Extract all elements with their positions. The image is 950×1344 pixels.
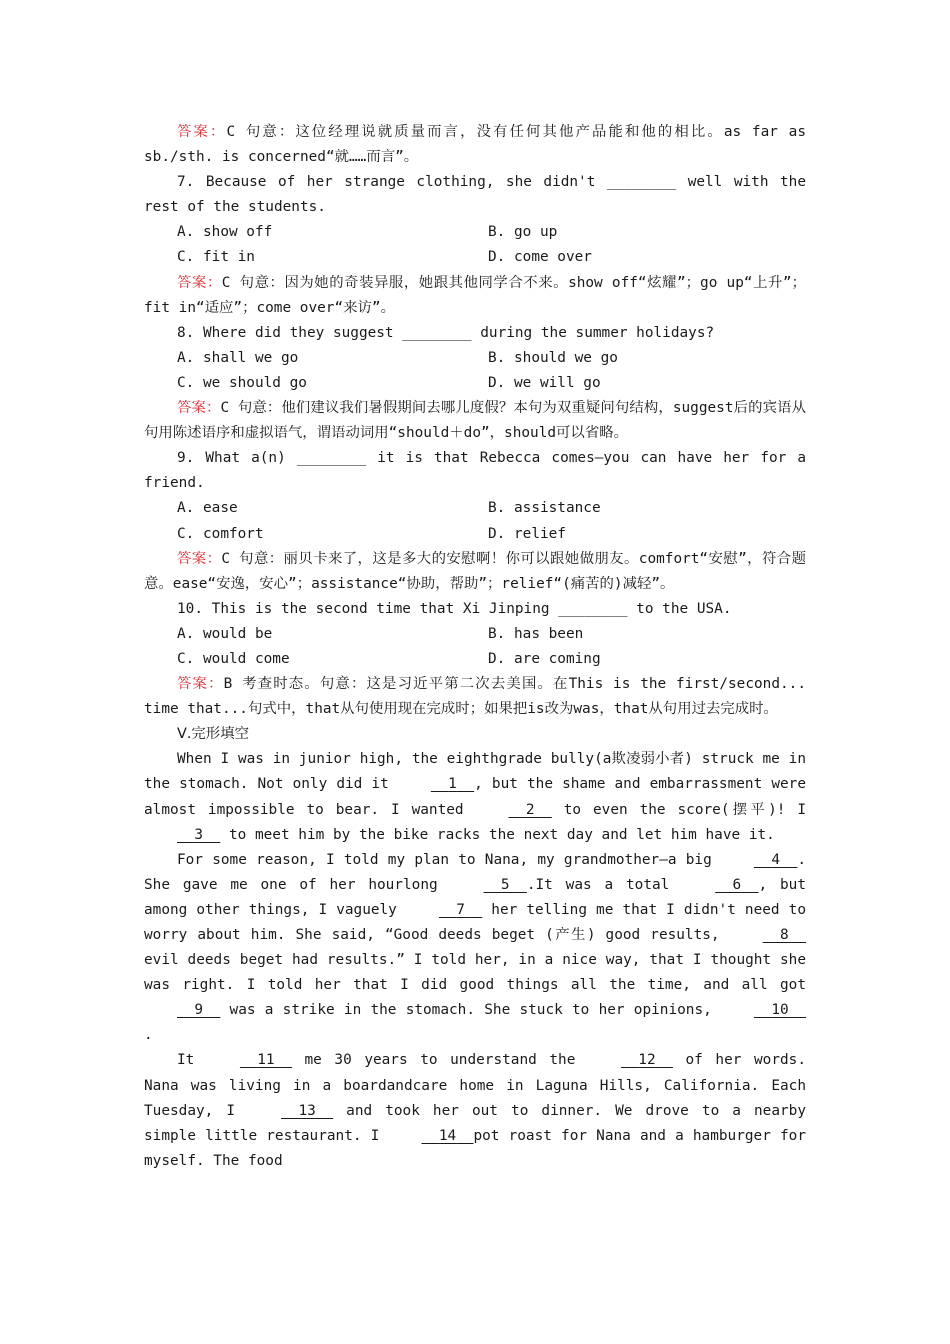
answer-label: 答案： [177, 676, 224, 693]
option-d: D. come over [488, 249, 592, 266]
cloze-text: When I was in junior high, the eighthgrade bully(a欺凌弱小者) struck me in the stomach. Not only did it [144, 751, 806, 793]
cloze-blank-4: 4 [771, 851, 780, 868]
answer-text: C 句意：因为她的奇装异服，她跟其他同学合不来。show off“炫耀”；go up“上升”；fit in“适应”；come over“来访”。 [144, 274, 806, 316]
answer-text: B 考查时态。句意：这是习近平第二次去美国。在This is the first/second... time that...句式中，that从句使用现在完成时；如果把is改为was，that从句用过去完成时。 [144, 676, 806, 718]
cloze-blank-3: 3 [194, 826, 203, 843]
option-b: B. should we go [488, 349, 618, 366]
document-page [144, 120, 806, 1174]
options-row [144, 245, 806, 270]
answer-7 [144, 271, 806, 321]
cloze-text: , but among other things, I vaguely [144, 876, 806, 918]
answer-6 [144, 120, 806, 170]
cloze-text: to even the score(摆平)! I [551, 801, 806, 818]
cloze-paragraph-1 [144, 747, 806, 847]
options-row [144, 371, 806, 396]
cloze-text: , but the shame and embarrassment were almost impossible to bear. I wanted [144, 776, 806, 818]
cloze-blank-10: 10 [771, 1002, 789, 1019]
cloze-blank-1: 1 [448, 776, 457, 793]
question-9: 9. What a(n) ________ it is that Rebecca comes—you can have her for a friend. [144, 450, 806, 492]
option-c: C. fit in [177, 249, 255, 266]
cloze-blank-6: 6 [732, 876, 742, 893]
cloze-text: and took her out to dinner. We drove to a nearby simple little restaurant. I [144, 1102, 807, 1144]
cloze-text: me 30 years to understand the [291, 1052, 588, 1069]
option-a: A. shall we go [177, 349, 299, 366]
cloze-blank-9: 9 [194, 1002, 203, 1019]
option-b: B. has been [488, 625, 584, 642]
answer-text: C 句意：丽贝卡来了，这是多大的安慰啊！你可以跟她做朋友。comfort“安慰”，符合题意。ease“安逸，安心”；assistance“协助，帮助”；relief“(痛苦的)减轻”。 [144, 550, 806, 592]
cloze-blank-11: 11 [257, 1052, 275, 1069]
answer-label: 答案： [177, 124, 227, 140]
cloze-text: . She gave me one of her hourlong [144, 851, 806, 893]
question-8: 8. Where did they suggest ________ during the summer holidays? [177, 324, 715, 341]
cloze-text: For some reason, I told my plan to Nana, my grandmother—a big [177, 851, 721, 868]
answer-9 [144, 547, 806, 597]
cloze-blank-13: 13 [298, 1102, 316, 1119]
cloze-text: . [144, 1027, 153, 1044]
answer-text: C 句意：这位经理说就质量而言，没有任何其他产品能和他的相比。as far as sb./sth. is concerned“就……而言”。 [144, 124, 806, 166]
option-a: A. ease [177, 500, 238, 517]
answer-8 [144, 396, 806, 446]
options-row [144, 522, 806, 547]
answer-label: 答案： [177, 274, 222, 291]
answer-label: 答案： [177, 400, 221, 417]
options-row [144, 647, 806, 672]
options-row [144, 220, 806, 245]
option-d: D. we will go [488, 374, 601, 391]
cloze-blank-5: 5 [500, 876, 510, 893]
section-title: Ⅴ.完形填空 [177, 726, 249, 743]
option-d: D. are coming [488, 650, 601, 667]
cloze-text: of her words. Nana was living in a boardandcare home in Laguna Hills, California. Each Tuesday, I [144, 1052, 806, 1119]
option-c: C. comfort [177, 525, 264, 542]
cloze-paragraph-3 [144, 1048, 806, 1173]
option-b: B. go up [488, 224, 558, 241]
option-a: A. show off [177, 224, 273, 241]
option-c: C. we should go [177, 374, 307, 391]
cloze-text: It [177, 1052, 207, 1069]
options-row [144, 622, 806, 647]
cloze-blank-14: 14 [438, 1127, 457, 1144]
cloze-text: pot roast for Nana and a hamburger for myself. The food [144, 1127, 806, 1169]
cloze-blank-12: 12 [638, 1052, 656, 1069]
cloze-text: .It was a total [526, 876, 683, 893]
option-d: D. relief [488, 525, 566, 542]
cloze-blank-2: 2 [525, 801, 535, 818]
cloze-text: to meet him by the bike racks the next day and let him have it. [220, 826, 775, 843]
option-c: C. would come [177, 650, 290, 667]
question-10: 10. This is the second time that Xi Jinping ________ to the USA. [177, 600, 732, 617]
options-row [144, 346, 806, 371]
answer-10 [144, 672, 806, 722]
cloze-text: evil deeds beget had results.” I told her, in a nice way, that I thought she was right. I told her that I did good things all the time, and all got [144, 952, 806, 994]
cloze-blank-8: 8 [780, 927, 789, 943]
cloze-text: was a strike in the stomach. She stuck to her opinions, [220, 1002, 722, 1019]
answer-text: C 句意：他们建议我们暑假期间去哪儿度假？本句为双重疑问句结构，suggest后的宾语从句用陈述语序和虚拟语气，谓语动词用“should＋do”，should可以省略。 [144, 400, 806, 442]
answer-label: 答案： [177, 550, 222, 567]
question-7: 7. Because of her strange clothing, she didn't ________ well with the rest of the students. [144, 174, 806, 216]
cloze-blank-7: 7 [456, 901, 465, 918]
option-b: B. assistance [488, 500, 601, 517]
cloze-paragraph-2 [144, 848, 806, 1049]
options-row [144, 496, 806, 521]
cloze-text: her telling me that I didn't need to worry about him. She said, “Good deeds beget (产生) good results, [144, 901, 806, 943]
option-a: A. would be [177, 625, 273, 642]
